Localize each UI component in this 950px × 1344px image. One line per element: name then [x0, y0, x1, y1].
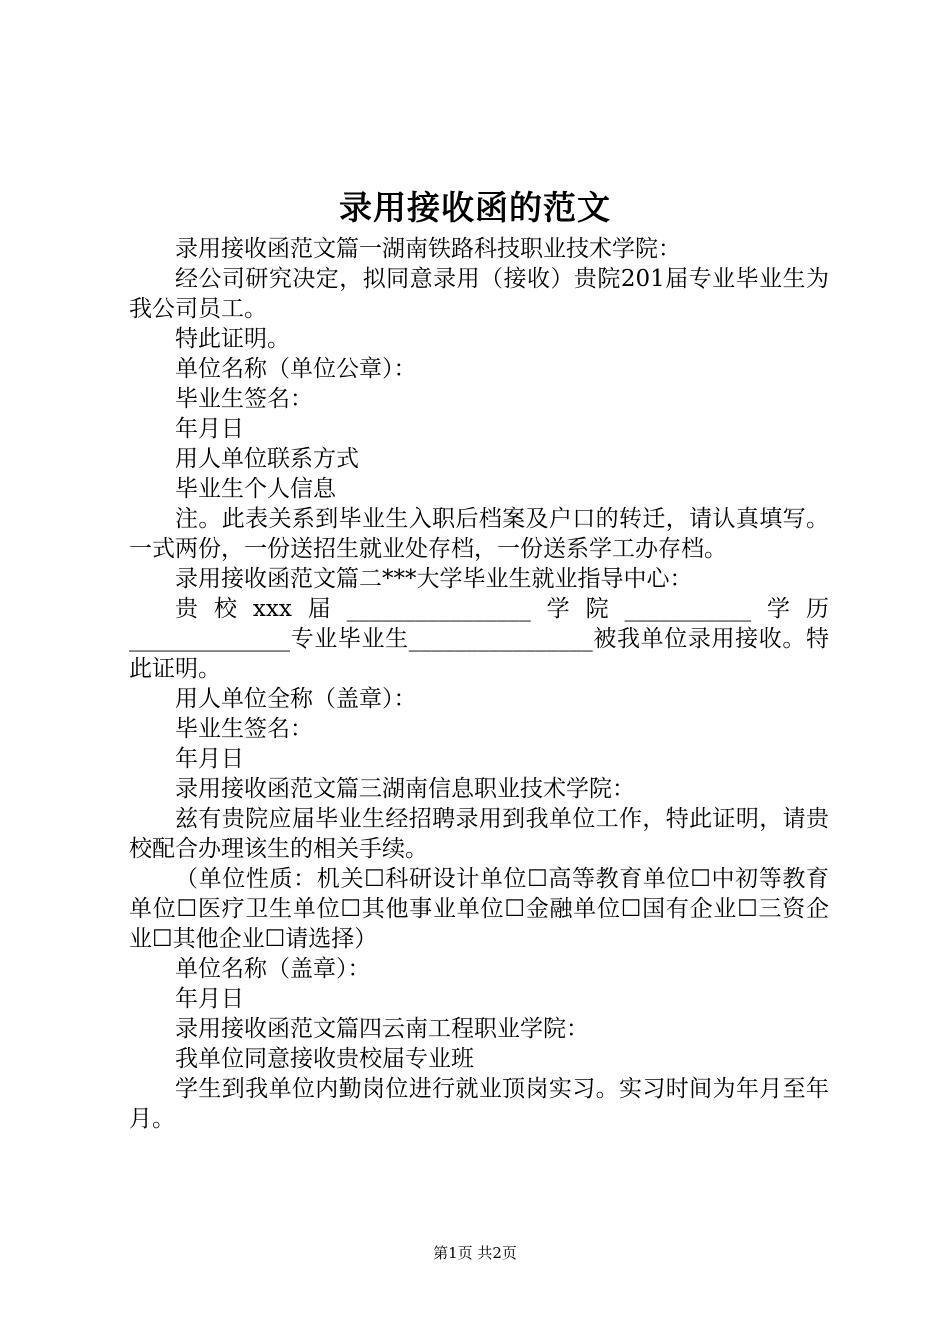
- paragraph: 年月日: [175, 746, 244, 772]
- paragraph: 贵校xxx届________________学院___________学历______________专业毕业生________________被我单位录用接收。特此证明。: [129, 596, 829, 682]
- paragraph: 毕业生签名：: [175, 716, 313, 742]
- paragraph: （单位性质：机关☐科研设计单位☐高等教育单位☐中初等教育单位☐医疗卫生单位☐其他事业单位☐金融单位☐国有企业☐三资企业☐其他企业☐请选择）: [129, 866, 829, 952]
- paragraph: 毕业生签名：: [175, 386, 313, 412]
- paragraph: 年月日: [175, 986, 244, 1012]
- document-title: 录用接收函的范文: [339, 188, 611, 227]
- paragraph: 录用接收函范文篇二***大学毕业生就业指导中心：: [175, 566, 693, 592]
- paragraph: 兹有贵院应届毕业生经招聘录用到我单位工作，特此证明，请贵校配合办理该生的相关手续。: [129, 806, 829, 862]
- paragraph: 年月日: [175, 416, 244, 442]
- paragraph: 单位名称（盖章）：: [175, 956, 371, 982]
- paragraph: 单位名称（单位公章）：: [175, 356, 417, 382]
- paragraph: 录用接收函范文篇四云南工程职业学院：: [175, 1016, 589, 1042]
- paragraph: 经公司研究决定，拟同意录用（接收）贵院201届专业毕业生为我公司员工。: [129, 266, 829, 322]
- paragraph: 注。此表关系到毕业生入职后档案及户口的转迁，请认真填写。一式两份，一份送招生就业处存档，一份送系学工办存档。: [129, 506, 829, 562]
- paragraph: 我单位同意接收贵校届专业班: [175, 1046, 474, 1072]
- paragraph: 用人单位联系方式: [175, 446, 359, 472]
- paragraph: 录用接收函范文篇三湖南信息职业技术学院：: [175, 776, 635, 802]
- document-body: [129, 234, 829, 1134]
- paragraph: 特此证明。: [175, 326, 290, 352]
- paragraph: 学生到我单位内勤岗位进行就业顶岗实习。实习时间为年月至年月。: [129, 1076, 829, 1132]
- paragraph: 录用接收函范文篇一湖南铁路科技职业技术学院：: [175, 236, 681, 262]
- page-footer: 第1页 共2页: [433, 1244, 517, 1262]
- paragraph: 用人单位全称（盖章）：: [175, 686, 417, 712]
- paragraph: 毕业生个人信息: [175, 476, 336, 502]
